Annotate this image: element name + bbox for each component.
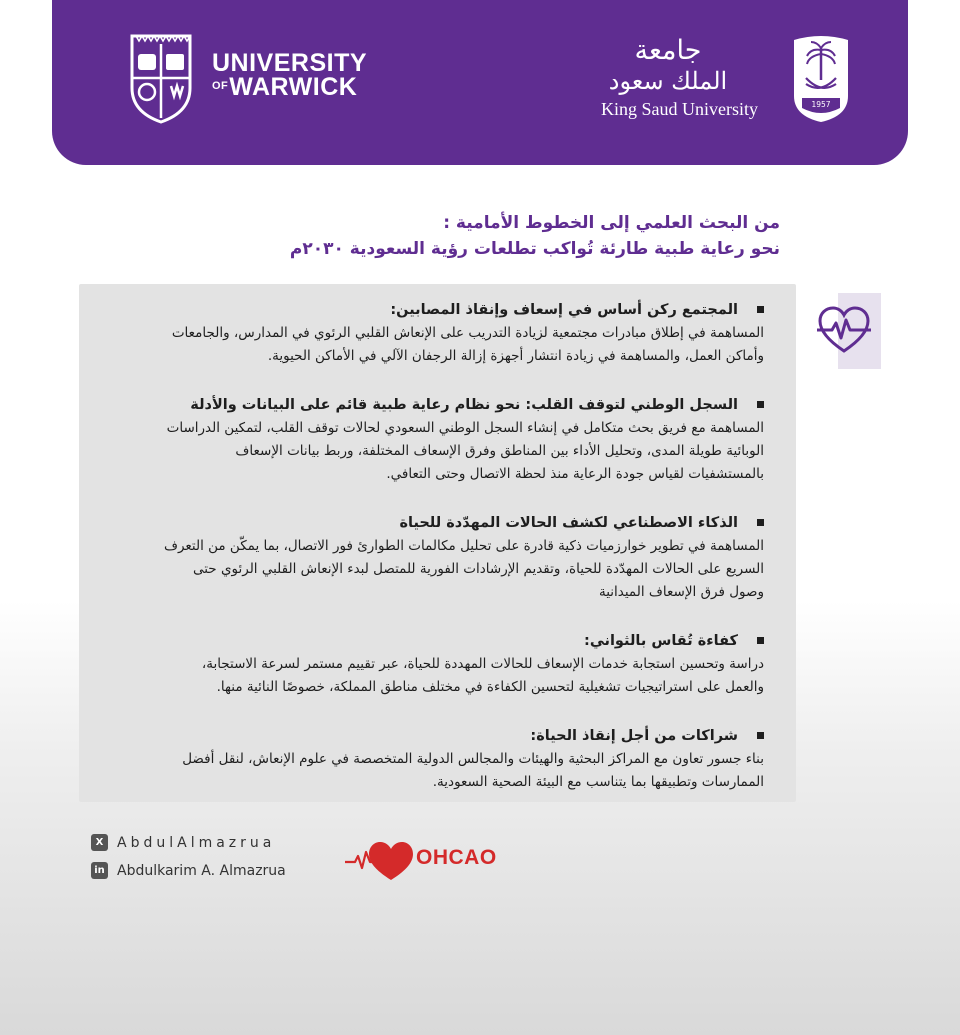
- heartbeat-icon: [816, 303, 872, 359]
- section-ai-detection: [104, 511, 764, 604]
- ksu-english-name: King Saud University: [601, 99, 758, 119]
- section-line: الوبائية طويلة المدى، وتحليل الأداء بين المناطق وفرق الإسعاف المختلفة، وربط بيانات الإسعاف: [235, 443, 764, 459]
- section-title: شراكات من أجل إنقاذ الحياة:: [530, 728, 738, 744]
- section-line: المساهمة مع فريق بحث متكامل في إنشاء السجل الوطني السعودي لحالات توقف القلب، لتمكين الدراسات: [166, 420, 764, 436]
- ksu-arabic-line1: جامعة: [634, 35, 702, 66]
- bullet-icon: [757, 637, 764, 644]
- section-partnerships: [104, 724, 764, 794]
- headline-line2: نحو رعاية طبية طارئة تُواكب تطلعات رؤية السعودية ٢٠٣٠م: [289, 239, 780, 259]
- section-line: المساهمة في إطلاق مبادرات مجتمعية لزيادة التدريب على الإنعاش القلبي الرئوي في المدارس، والجامعات: [171, 325, 764, 341]
- warwick-of: OF: [212, 80, 229, 92]
- section-title: الذكاء الاصطناعي لكشف الحالات المهدّدة للحياة: [399, 515, 738, 531]
- x-handle-text: AbdulAlmazrua: [117, 834, 276, 851]
- bullet-icon: [757, 401, 764, 408]
- section-community: [104, 298, 764, 368]
- ksu-arabic-line2: الملك سعود: [608, 67, 728, 95]
- bullet-icon: [757, 732, 764, 739]
- bullet-icon: [757, 306, 764, 313]
- section-title: السجل الوطني لتوقف القلب: نحو نظام رعاية طبية قائم على البيانات والأدلة: [190, 397, 738, 413]
- warwick-line1: UNIVERSITY: [212, 49, 368, 77]
- section-line: الممارسات وتطبيقها بما يتناسب مع البيئة الصحية السعودية.: [432, 774, 764, 790]
- section-line: السريع على الحالات المهدّدة للحياة، وتقديم الإرشادات الفورية للمتصل لبدء الإنعاش القلبي الرئوي حتى: [192, 561, 764, 577]
- ksu-emblem-year: 1957: [811, 100, 831, 109]
- ksu-emblem-logo: [792, 34, 850, 124]
- bullet-icon: [757, 519, 764, 526]
- section-line: بناء جسور تعاون مع المراكز البحثية والهيئات والمجالس الدولية المتخصصة في علوم الإنعاش، لنقل أفضل: [182, 751, 764, 767]
- ohcao-heart-logo: [345, 838, 415, 882]
- section-line: وصول فرق الإسعاف الميدانية: [598, 584, 764, 600]
- warwick-line2: WARWICK: [229, 73, 358, 101]
- ohcao-wordmark: OHCAO: [416, 846, 497, 869]
- linkedin-icon: in: [91, 862, 108, 879]
- section-line: المساهمة في تطوير خوارزميات ذكية قادرة على تحليل مكالمات الطوارئ فور الاتصال، بما يمكّن من التعرف: [163, 538, 764, 554]
- section-title: كفاءة تُقاس بالثواني:: [584, 633, 738, 649]
- section-national-registry: [104, 393, 764, 486]
- content-sections: [104, 298, 764, 819]
- ksu-arabic-name: [578, 36, 758, 96]
- linkedin-handle-link[interactable]: [91, 862, 286, 879]
- section-line: وأماكن العمل، والمساهمة في زيادة انتشار أجهزة إزالة الرجفان الآلي في الأماكن الحيوية.: [267, 348, 764, 364]
- header-banner: [52, 0, 908, 165]
- linkedin-name-text: Abdulkarim A. Almazrua: [117, 862, 286, 879]
- headline-line1: من البحث العلمي إلى الخطوط الأمامية :: [443, 213, 780, 233]
- section-line: بالمستشفيات لقياس جودة الرعاية منذ لحظة الاتصال وحتى التعافي.: [386, 466, 764, 482]
- x-handle-link[interactable]: [91, 834, 275, 851]
- section-efficiency: [104, 629, 764, 699]
- warwick-crest-logo: [128, 32, 194, 124]
- x-icon: X: [91, 834, 108, 851]
- section-line: دراسة وتحسين استجابة خدمات الإسعاف للحالات المهددة للحياة، عبر تقييم مستمر لسرعة الاستجابة،: [201, 656, 764, 672]
- section-title: المجتمع ركن أساس في إسعاف وإنقاذ المصابين:: [390, 302, 738, 318]
- page-title: [160, 210, 780, 262]
- warwick-wordmark: [212, 49, 368, 101]
- section-line: والعمل على استراتيجيات تشغيلية لتحسين الكفاءة في مختلف مناطق المملكة، خصوصًا النائية منها.: [216, 679, 764, 695]
